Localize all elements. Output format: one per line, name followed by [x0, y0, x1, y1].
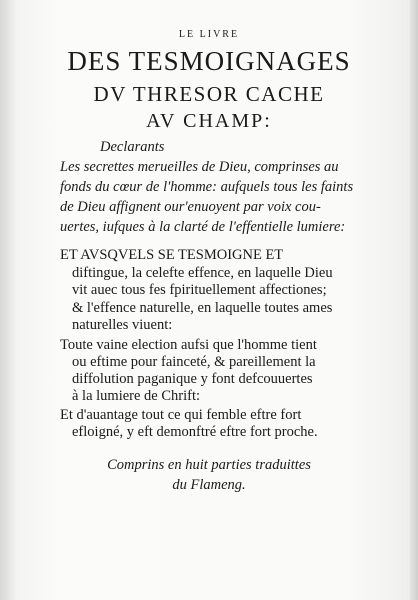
- closing-line-2: du Flameng.: [172, 477, 246, 493]
- title-line-2: DES TESMOIGNAGES: [67, 46, 351, 76]
- body-line: diffolution paganique y font defcouuertes: [72, 371, 313, 387]
- body-line: efloigné, y eft demonftré eftre fort proche.: [72, 424, 318, 440]
- title-line-3: DV THRESOR CACHE: [93, 82, 325, 106]
- body-line: diftingue, la celefte effence, en laquelle Dieu: [72, 265, 333, 281]
- body-line: naturelles viuent:: [72, 317, 173, 333]
- subtitle-line: Les secrettes merueilles de Dieu, comprinses au: [60, 159, 339, 175]
- subtitle-line: de Dieu affignent our'enuoyent par voix cou-: [60, 199, 321, 215]
- body-line: vit auec tous fes fpirituellement affectiones;: [72, 282, 327, 298]
- subtitle-declarants: Declarants: [100, 139, 165, 155]
- body-line: ET AVSQVELS SE TESMOIGNE ET: [60, 247, 284, 263]
- body-line: ou eftime pour fainceté, & pareillement la: [72, 354, 316, 370]
- body-line: Toute vaine election aufsi que l'homme tient: [60, 337, 317, 353]
- body-line: Et d'auantage tout ce qui femble eftre fort: [60, 407, 302, 423]
- body-line: & l'effence naturelle, en laquelle toutes ames: [72, 300, 333, 316]
- closing-line-1: Comprins en huit parties traduittes: [107, 457, 311, 473]
- body-line: à la lumiere de Chrift:: [72, 388, 201, 404]
- subtitle-line: uertes, iufques à la clarté de l'effentielle lumiere:: [60, 219, 346, 235]
- subtitle-line: fonds du cœur de l'homme: aufquels tous les faints: [60, 179, 354, 195]
- title-line-1: LE LIVRE: [178, 29, 240, 40]
- title-line-4: AV CHAMP:: [146, 110, 272, 132]
